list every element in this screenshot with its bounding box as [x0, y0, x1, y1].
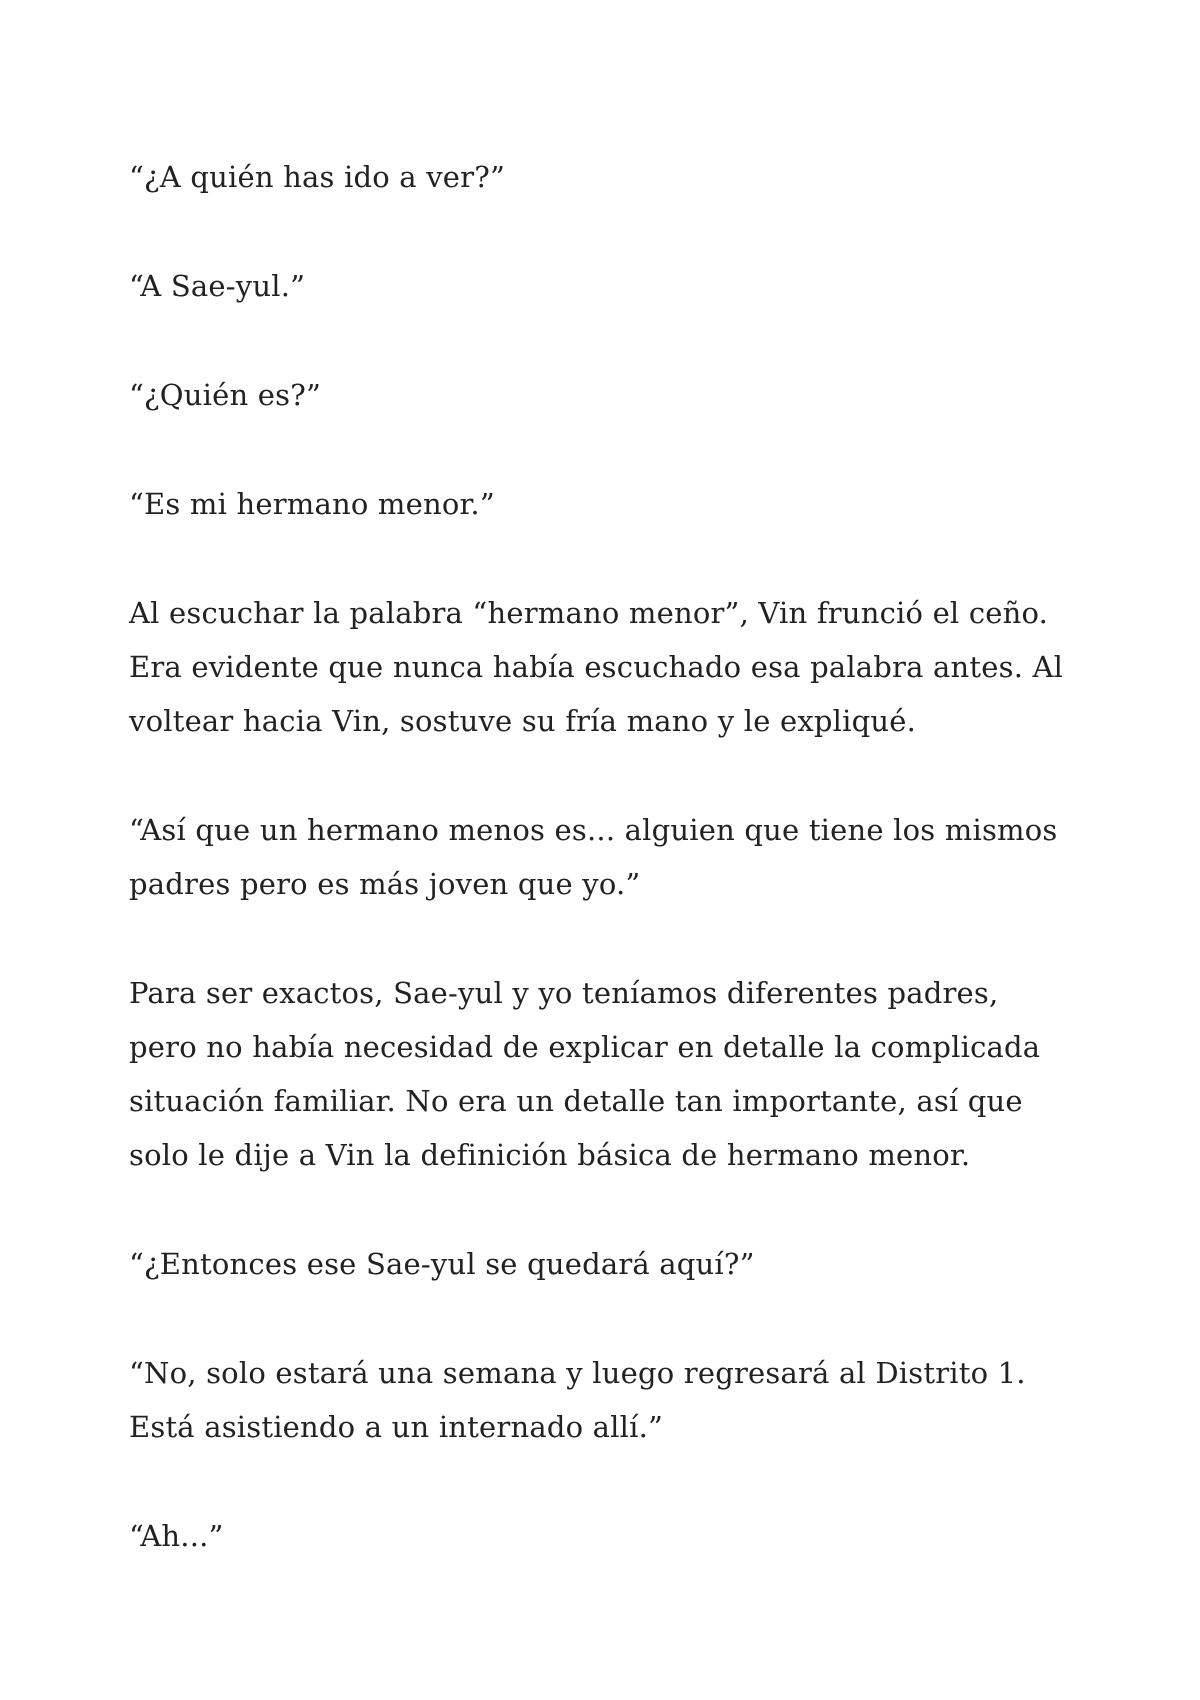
paragraph-4: “Es mi hermano menor.”	[129, 487, 495, 521]
paragraph-1: “¿A quién has ido a ver?”	[129, 160, 505, 194]
paragraph-2: “A Sae-yul.”	[129, 269, 306, 303]
paragraph-8: “¿Entonces ese Sae-yul se quedará aquí?”	[129, 1247, 755, 1281]
paragraph-10: “Ah...”	[129, 1519, 224, 1553]
paragraph-3: “¿Quién es?”	[129, 378, 321, 412]
paragraph-7: Para ser exactos, Sae-yul y yo teníamos diferentes padres, pero no había necesidad de explicar en detalle la complicada situación familiar. No era un detalle tan importante, así que solo le dije a Vin la definición básica de hermano menor.	[129, 976, 1041, 1172]
paragraph-6: “Así que un hermano menos es... alguien que tiene los mismos padres pero es más joven que yo.”	[129, 813, 1058, 901]
paragraph-9: “No, solo estará una semana y luego regresará al Distrito 1. Está asistiendo a un internado allí.”	[129, 1356, 1026, 1444]
paragraph-5: Al escuchar la palabra “hermano menor”, Vin frunció el ceño. Era evidente que nunca había escuchado esa palabra antes. Al voltear hacia Vin, sostuve su fría mano y le expliqué.	[129, 596, 1064, 738]
body-text	[129, 150, 1069, 1618]
